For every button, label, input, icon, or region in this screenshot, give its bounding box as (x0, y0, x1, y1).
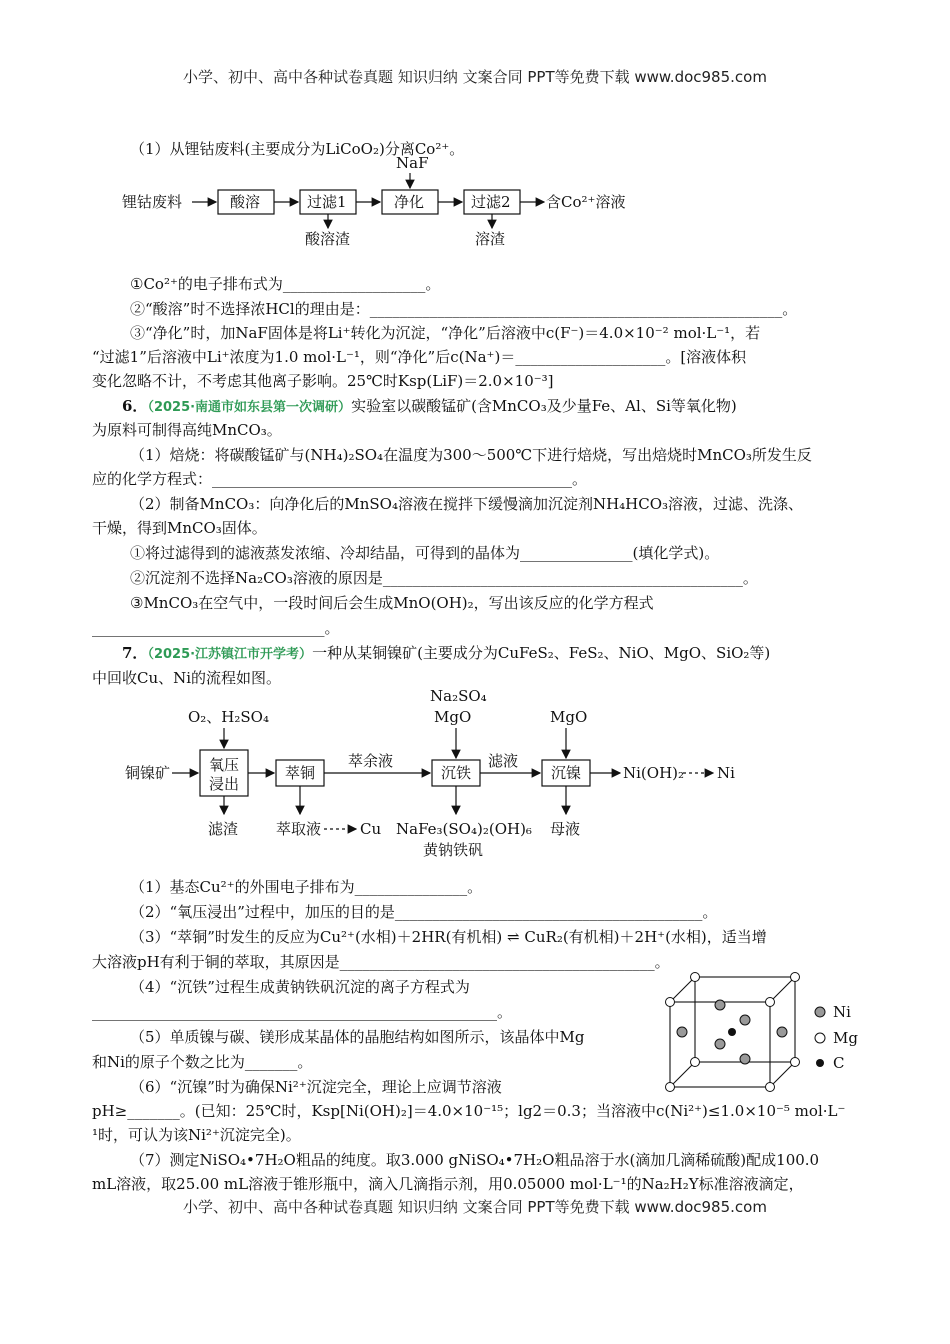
flow2-box4: 沉镍 (551, 764, 582, 782)
legend-mg: Mg (833, 1029, 858, 1047)
header-banner: 小学、初中、高中各种试卷真题 知识归纳 文案合同 PPT等免费下载 www.doc985.com (183, 68, 767, 86)
flow2-box3: 沉铁 (441, 764, 472, 782)
q6-2b: 干燥，得到MnCO₃固体。 (92, 519, 267, 537)
flow2-under3: NaFe₃(SO₄)₂(OH)₆ (396, 820, 532, 838)
q5-1-3a: ③“净化”时，加NaF固体是将Li⁺转化为沉淀，“净化”后溶液中c(F⁻)＝4.0×10⁻² mol·L⁻¹，若 (130, 324, 761, 342)
q7-stem: 一种从某铜镍矿(主要成分为CuFeS₂、FeS₂、NiO、MgO、SiO₂等) (312, 644, 771, 662)
legend-c: C (833, 1054, 845, 1072)
flow1-start: 锂钴废料 (122, 193, 183, 211)
flow2-product: Ni(OH)₂ (623, 764, 685, 782)
q6-1b: 应的化学方程式：________________________________________________。 (92, 470, 588, 488)
flow-diagram-nickel (120, 686, 760, 865)
q6-number: 6． (122, 397, 148, 415)
q6-2-3b: _______________________________。 (92, 619, 340, 637)
q7-7b: mL溶液，取25.00 mL溶液于锥形瓶中，滴入几滴指示剂，用0.05000 mol·L⁻¹的Na₂H₂Y标准溶液滴定， (92, 1175, 804, 1193)
q7-7a: （7）测定NiSO₄•7H₂O粗品的纯度。取3.000 gNiSO₄•7H₂O粗品溶于水(滴加几滴稀硫酸)配成100.0 (130, 1151, 820, 1169)
q5-1-3b: “过滤1”后溶液中Li⁺浓度为1.0 mol·L⁻¹，则“净化”后c(Na⁺)＝____________________。[溶液体积 (92, 348, 747, 366)
flow2-under3b: 黄钠铁矾 (423, 841, 484, 859)
flow2-final: Ni (717, 764, 735, 782)
q5-1-1: ①Co²⁺的电子排布式为___________________。 (130, 275, 441, 293)
q5-1-2: ②“酸溶”时不选择浓HCl的理由是：_______________________________________________________。 (130, 300, 798, 318)
q7-5a: （5）单质镍与碳、镁形成某晶体的晶胞结构如图所示，该晶体中Mg (130, 1028, 585, 1046)
flow-diagram-cobalt (120, 152, 640, 256)
q6-stem: 实验室以碳酸锰矿(含MnCO₃及少量Fe、Al、Si等氧化物) (351, 397, 737, 415)
q6-2a: （2）制备MnCO₃：向净化后的MnSO₄溶液在搅拌下缓慢滴加沉淀剂NH₄HCO₃溶液，过滤、洗涤、 (130, 495, 804, 513)
q7-5b: 和Ni的原子个数之比为_______。 (92, 1053, 313, 1071)
flow2-under2-end: Cu (360, 820, 382, 838)
flow2-under2: 萃取液 (276, 820, 322, 838)
flow1-box-2: 过滤1 (307, 193, 347, 211)
flow1-reagent: NaF (396, 154, 429, 172)
q7-stem-2: 中回收Cu、Ni的流程如图。 (92, 669, 282, 687)
q5-part1: （1）从锂钴废料(主要成分为LiCoO₂)分离Co²⁺。 (130, 140, 465, 158)
flow2-arrow23: 萃余液 (348, 752, 394, 770)
q6-source-tag: （2025·南通市如东县第一次调研） (147, 400, 352, 415)
q6-1a: （1）焙烧：将碳酸锰矿与(NH₄)₂SO₄在温度为300～500℃下进行焙烧，写出焙烧时MnCO₃所发生反 (130, 446, 812, 464)
q7-2: （2）“氧压浸出”过程中，加压的目的是_________________________________________。 (130, 903, 718, 921)
flow2-reagent3b: MgO (434, 708, 472, 726)
flow2-reagent3a: Na₂SO₄ (430, 687, 487, 705)
q7-6b: pH≥_______。(已知：25℃时，Ksp[Ni(OH)₂]＝4.0×10⁻¹⁵；lg2＝0.3；当溶液中c(Ni²⁺)≤1.0×10⁻⁵ mol·L⁻ (92, 1102, 846, 1120)
q7-6a: （6）“沉镍”时为确保Ni²⁺沉淀完全，理论上应调节溶液 (130, 1078, 502, 1096)
flow2-start: 铜镍矿 (125, 764, 171, 782)
flow2-reagent4: MgO (550, 708, 588, 726)
q7-6c: ¹时，可认为该Ni²⁺沉淀完全)。 (92, 1126, 301, 1144)
flow1-box-1: 酸溶 (230, 193, 261, 211)
q5-1-3c: 变化忽略不计，不考虑其他离子影响。25℃时Ksp(LiF)＝2.0×10⁻³] (92, 372, 554, 390)
q7-4a: （4）“沉铁”过程生成黄钠铁矾沉淀的离子方程式为 (130, 978, 470, 996)
flow1-byproduct-2: 溶渣 (475, 230, 506, 248)
flow2-arrow34: 滤液 (488, 752, 519, 770)
footer-banner: 小学、初中、高中各种试卷真题 知识归纳 文案合同 PPT等免费下载 www.doc985.com (183, 1198, 767, 1216)
flow2-box2: 萃铜 (285, 764, 316, 782)
q7-number: 7． (122, 644, 148, 662)
q7-heading (122, 642, 770, 666)
q7-3b: 大溶液pH有利于铜的萃取，其原因是__________________________________________。 (92, 953, 670, 971)
flow2-box1a: 氧压 (209, 756, 240, 774)
flow1-box-3: 净化 (394, 193, 425, 211)
q6-heading (122, 395, 737, 419)
q6-2-2: ②沉淀剂不选择Na₂CO₃溶液的原因是________________________________________________。 (130, 569, 758, 587)
q6-2-3a: ③MnCO₃在空气中，一段时间后会生成MnO(OH)₂，写出该反应的化学方程式 (130, 594, 654, 612)
q7-4b: ______________________________________________________。 (92, 1003, 513, 1021)
crystal-cell-figure (660, 962, 870, 1101)
flow1-end: 含Co²⁺溶液 (546, 193, 626, 211)
q7-source-tag: （2025·江苏镇江市开学考） (147, 647, 313, 662)
flow2-box1b: 浸出 (209, 775, 240, 793)
legend-ni: Ni (833, 1003, 851, 1021)
flow1-box-4: 过滤2 (471, 193, 511, 211)
q7-1: （1）基态Cu²⁺的外围电子排布为_______________。 (130, 878, 483, 896)
flow2-under4: 母液 (550, 820, 581, 838)
flow2-reagent1: O₂、H₂SO₄ (188, 708, 269, 726)
q7-3a: （3）“萃铜”时发生的反应为Cu²⁺(水相)＋2HR(有机相) ⇌ CuR₂(有机相)＋2H⁺(水相)，适当增 (130, 928, 767, 946)
flow1-byproduct-1: 酸溶渣 (305, 230, 351, 248)
q6-2-1: ①将过滤得到的滤液蒸发浓缩、冷却结晶，可得到的晶体为_______________(填化学式)。 (130, 544, 720, 562)
flow2-under1: 滤渣 (208, 820, 239, 838)
q6-stem-2: 为原料可制得高纯MnCO₃。 (92, 421, 282, 439)
